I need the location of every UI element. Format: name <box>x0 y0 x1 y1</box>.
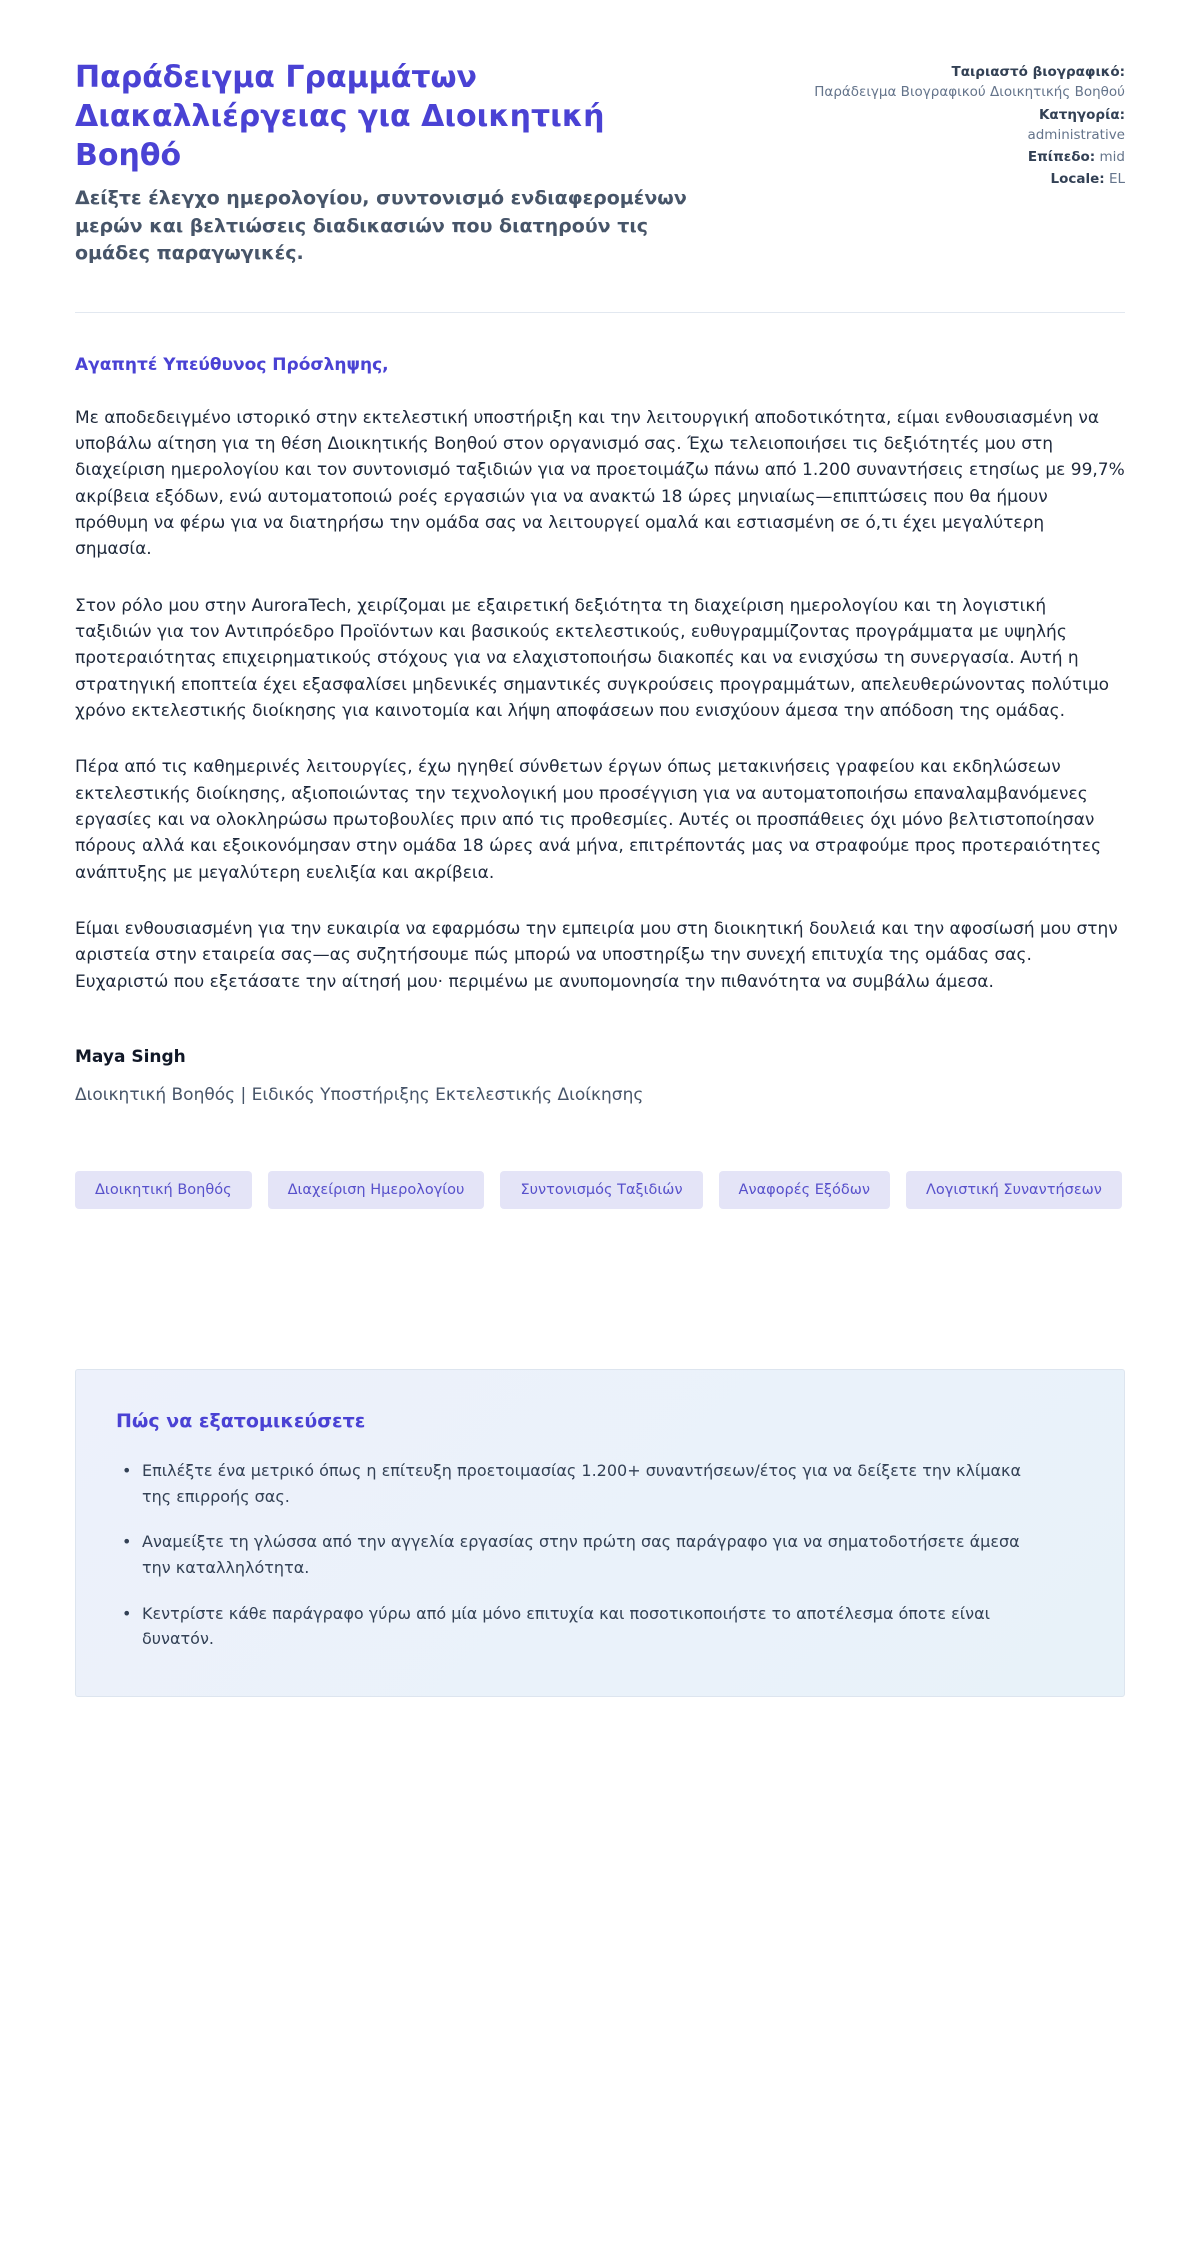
meta-matching-resume <box>795 62 1125 103</box>
page-header <box>75 58 1125 268</box>
header-meta <box>795 58 1125 192</box>
signature-name: Maya Singh <box>75 1047 186 1068</box>
tips-title: Πώς να εξατομικεύσετε <box>116 1410 366 1433</box>
letter-paragraph-2: Στον ρόλο μου στην AuroraTech, χειρίζομαι με εξαιρετική δεξιότητα τη διαχείριση ημερολογίου και τη λογιστική ταξιδιών για τον Αντιπρόεδρο Προϊόντων και βασικούς εκτελεστικούς, ευθυγραμμίζοντας προγράμματα με υψηλής προτεραιότητας επιχειρηματικούς στόχους για να ελαχιστοποιήσω διακοπές και να ενισχύσω τη συνεργασία. Αυτή η στρατηγική εποπτεία έχει εξασφαλίσει μηδενικές σημαντικές συγκρούσεις προγραμμάτων, απελευθερώνοντας πολύτιμο χρόνο εκτελεστικής διοίκησης για καινοτομία και λήψη αποφάσεων που ενισχύουν άμεσα την απόδοση της ομάδας. <box>75 595 1110 722</box>
meta-resume-value: Παράδειγμα Βιογραφικού Διοικητικής Βοηθού <box>814 84 1125 101</box>
header-title-block <box>75 58 715 268</box>
skill-tag[interactable]: Αναφορές Εξόδων <box>719 1171 890 1209</box>
signature-role: Διοικητική Βοηθός | Ειδικός Υποστήριξης Εκτελεστικής Διοίκησης <box>75 1085 644 1106</box>
skill-tag-list <box>75 1171 1125 1209</box>
header-divider <box>75 312 1125 313</box>
page-title: Παράδειγμα Γραμμάτων Διακαλλιέργειας για Διοικητική Βοηθό <box>75 60 605 173</box>
meta-level <box>795 147 1125 167</box>
skill-tag[interactable]: Διοικητική Βοηθός <box>75 1171 252 1209</box>
meta-level-value: mid <box>1099 149 1125 165</box>
skill-tag[interactable]: Λογιστική Συναντήσεων <box>906 1171 1122 1209</box>
letter-paragraph-4: Είμαι ενθουσιασμένη για την ευκαιρία να εφαρμόσω την εμπειρία μου στη διοικητική δουλειά και την αφοσίωσή μου στην αριστεία στην εταιρεία σας—ας συζητήσουμε πώς μπορώ να υποστηρίξω την συνεχή επιτυχία της ομάδας σας. Ευχαριστώ που εξετάσατε την αίτησή μου· περιμένω με ανυπομονησία την πιθανότητα να συμβάλω άμεσα. <box>75 919 1118 992</box>
tip-item: • Αναμείξτε τη γλώσσα από την αγγελία εργασίας στην πρώτη σας παράγραφο για να σηματοδοτήσετε άμεσα την καταλληλότητα. <box>116 1529 1036 1580</box>
letter-paragraph-3: Πέρα από τις καθημερινές λειτουργίες, έχω ηγηθεί σύνθετων έργων όπως μετακινήσεις γραφείου και εκδηλώσεων εκτελεστικής διοίκησης, αξιοποιώντας την τεχνολογική μου προσέγγιση για να αυτοματοποιήσω επαναλαμβανόμενες εργασίες και να ολοκληρώσω πρωτοβουλίες πριν από τις προθεσμίες. Αυτές οι προσπάθειες όχι μόνο βελτιστοποίησαν πόρους αλλά και εξοικονόμησαν στην ομάδα 18 ώρες ανά μήνα, επιτρέποντάς μας να στραφούμε προς προτεραιότητες ανάπτυξης με μεγαλύτερη ευελιξία και ακρίβεια. <box>75 757 1102 883</box>
letter-paragraph-1: Με αποδεδειγμένο ιστορικό στην εκτελεστική υποστήριξη και την λειτουργική αποδοτικότητα, είμαι ενθουσιασμένη να υποβάλω αίτηση για τη θέση Διοικητικής Βοηθού στον οργανισμό σας. Έχω τελειοποιήσει τις δεξιότητές μου στη διαχείριση ημερολογίου και τον συντονισμό ταξιδιών για να προετοιμάζω πάνω από 1.200 συναντήσεις ετησίως με 99,7% ακρίβεια εξόδων, ενώ αυτοματοποιώ ροές εργασιών για να ανακτώ 18 ώρες μηνιαίως—επιπτώσεις που θα ήμουν πρόθυμη να φέρω για να διατηρήσω την ομάδα σας να λειτουργεί ομαλά και εστιασμένη σε ό,τι έχει μεγαλύτερη σημασία. <box>75 407 1125 560</box>
skill-tag[interactable]: Συντονισμός Ταξιδιών <box>500 1171 702 1209</box>
meta-locale-label: Locale: <box>1050 171 1105 188</box>
tip-item: • Κεντρίστε κάθε παράγραφο γύρω από μία μόνο επιτυχία και ποσοτικοποιήστε το αποτέλεσμα όποτε είναι δυνατόν. <box>116 1601 1036 1652</box>
letter-body <box>75 355 1125 1697</box>
meta-category <box>795 105 1125 146</box>
tip-item: • Επιλέξτε ένα μετρικό όπως η επίτευξη προετοιμασίας 1.200+ συναντήσεων/έτος για να δείξετε την κλίμακα της επιρροής σας. <box>116 1458 1036 1509</box>
meta-resume-label: Ταιριαστό βιογραφικό: <box>951 64 1125 80</box>
skill-tag[interactable]: Διαχείριση Ημερολογίου <box>268 1171 485 1209</box>
page-subtitle: Δείξτε έλεγχο ημερολογίου, συντονισμό ενδιαφερομένων μερών και βελτιώσεις διαδικασιών που διατηρούν τις ομάδες παραγωγικές. <box>75 187 687 265</box>
meta-category-value: administrative <box>1027 126 1125 143</box>
letter-greeting: Αγαπητέ Υπεύθυνος Πρόσληψης, <box>75 354 389 375</box>
meta-locale-value: EL <box>1108 171 1125 188</box>
customization-tips-box <box>75 1369 1125 1697</box>
meta-category-label: Κατηγορία: <box>1038 106 1125 123</box>
tips-list <box>116 1458 1084 1652</box>
meta-locale <box>795 169 1125 189</box>
meta-level-label: Επίπεδο: <box>1027 149 1096 165</box>
